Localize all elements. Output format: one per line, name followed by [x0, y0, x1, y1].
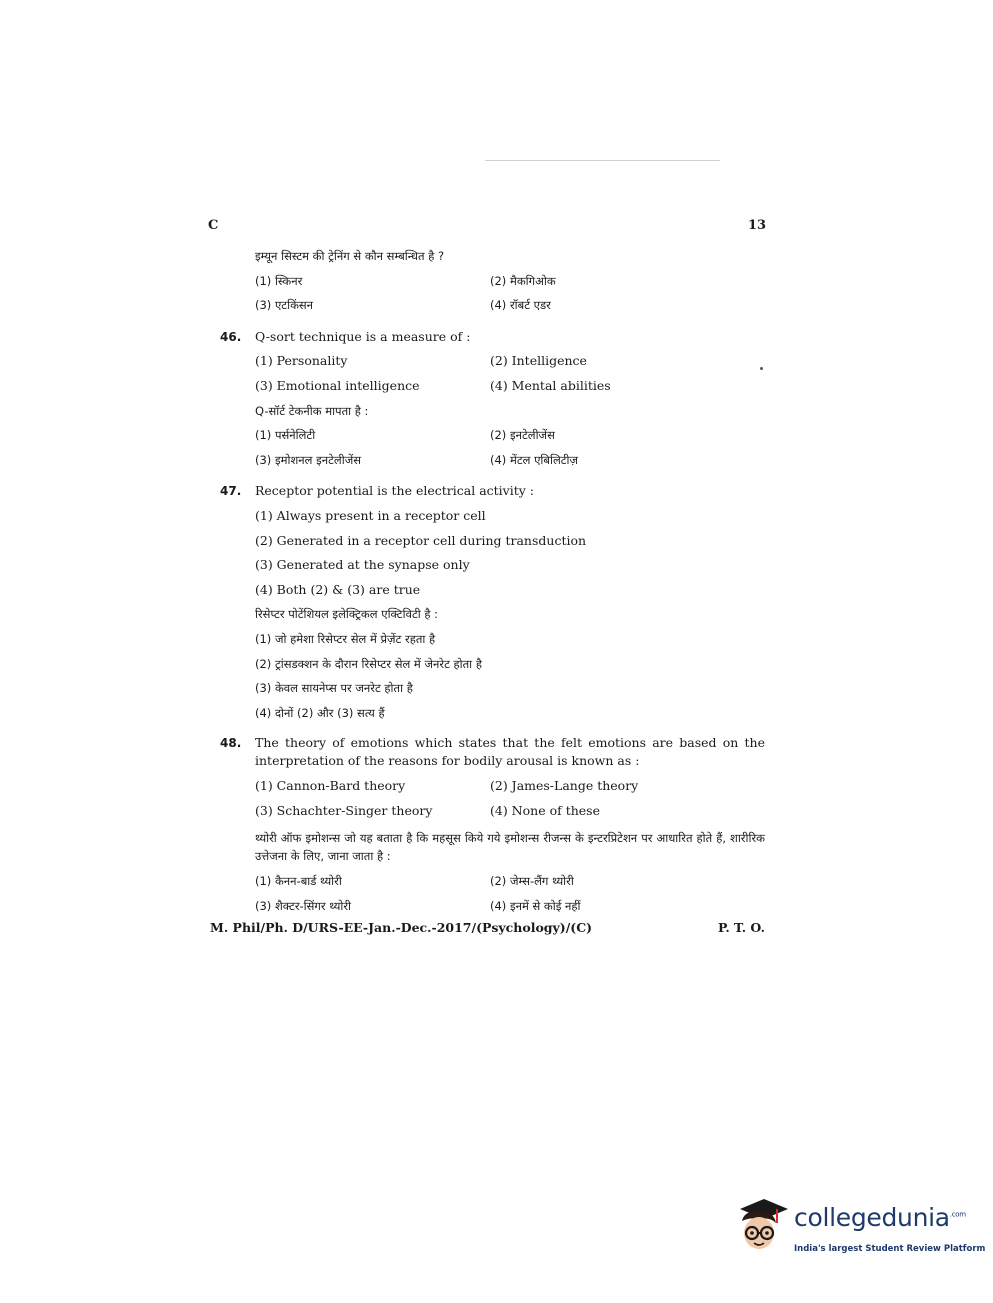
pto-label: P. T. O. [718, 920, 765, 935]
question-text: Receptor potential is the electrical activity : [255, 483, 534, 499]
question-number: 48. [220, 736, 242, 751]
option: (4) मेंटल एबिलिटीज़ [490, 452, 579, 467]
option: (1) कैनन-बार्ड थ्योरी [255, 874, 342, 889]
question-46 [220, 325, 765, 350]
option: (1) पर्सनेलिटी [255, 428, 316, 443]
option: (3) शैक्टर-सिंगर थ्योरी [255, 899, 352, 914]
question-number: 47. [220, 484, 242, 499]
question-47 [220, 479, 765, 504]
option: (2) जेम्स-लैंग थ्योरी [490, 874, 574, 889]
option: (1) स्किनर [255, 273, 303, 288]
page-number: 13 [748, 218, 767, 233]
options-row-hindi [220, 423, 765, 448]
options-row-hindi [220, 869, 765, 894]
question-48-hindi: थ्योरी ऑफ इमोशन्स जो यह बताता है कि महसूस किये गये इमोशन्स रीजन्स के इन्टरप्रिटेशन पर आधारित होते हैं, शारीरिक उत्तेजना के लिए, जाना जाता है : [255, 831, 765, 864]
option: (3) Emotional intelligence [255, 377, 420, 393]
option: (2) ट्रांसडक्शन के दौरान रिसेप्टर सेल में जेनरेट होता है [255, 656, 482, 671]
option: (4) दोनों (2) और (3) सत्य हैं [255, 705, 385, 720]
option: (3) इमोशनल इनटेलीजेंस [255, 452, 362, 467]
prev-question-options-row [220, 293, 765, 318]
options-row [220, 774, 765, 799]
question-text: The theory of emotions which states that the felt emotions are based on the interpretation of the reasons for bodily arousal is known as : [255, 735, 765, 769]
collegedunia-logo [730, 1195, 986, 1265]
option: (4) None of these [490, 802, 600, 818]
option: (1) Personality [255, 353, 348, 369]
options-row [220, 374, 765, 399]
question-number: 46. [220, 329, 242, 344]
option: (2) मैकगिओक [490, 273, 556, 288]
question-48 [220, 734, 765, 770]
prev-question-hindi: इम्यून सिस्टम की ट्रेनिंग से कौन सम्बन्धित है ? [255, 249, 445, 263]
logo-brand [794, 1203, 966, 1232]
option: (3) एटकिंसन [255, 298, 314, 313]
brand-name: collegedunia [794, 1203, 950, 1232]
brand-suffix: .com [949, 1210, 966, 1219]
option: (3) Schachter-Singer theory [255, 802, 433, 818]
option: (3) Generated at the synapse only [255, 557, 470, 573]
question-47-hindi: रिसेप्टर पोटेंशियल इलेक्ट्रिकल एक्टिविटी है : [255, 607, 439, 622]
options-row [220, 799, 765, 824]
option: (1) Always present in a receptor cell [255, 507, 486, 523]
prev-question-options-row [220, 269, 765, 294]
options-row-hindi [220, 448, 765, 473]
series-code: C [208, 218, 219, 233]
option: (4) इनमें से कोई नहीं [490, 899, 581, 914]
options-row-hindi [220, 894, 765, 919]
option: (3) केवल सायनेप्स पर जनरेट होता है [255, 681, 413, 696]
top-rule [485, 160, 720, 161]
option: (2) Generated in a receptor cell during transduction [255, 532, 587, 548]
option: (4) Mental abilities [490, 377, 611, 393]
option: (1) Cannon-Bard theory [255, 778, 406, 794]
paper-code: M. Phil/Ph. D/URS-EE-Jan.-Dec.-2017/(Psychology)/(C) [210, 920, 593, 935]
question-text: Q-sort technique is a measure of : [255, 328, 471, 344]
option: (1) जो हमेशा रिसेप्टर सेल में प्रेज़ेंट रहता है [255, 631, 436, 646]
option: (4) Both (2) & (3) are true [255, 581, 421, 597]
question-46-hindi: Q-सॉर्ट टेकनीक मापता है : [255, 403, 369, 418]
option: (4) रॉबर्ट एडर [490, 298, 551, 313]
mascot-icon [730, 1195, 792, 1257]
question-content [220, 244, 765, 919]
option: (2) James-Lange theory [490, 778, 639, 794]
logo-tagline: India's largest Student Review Platform [794, 1244, 986, 1254]
option: (2) Intelligence [490, 353, 587, 369]
option: (2) इनटेलीजेंस [490, 428, 555, 443]
options-row [220, 349, 765, 374]
